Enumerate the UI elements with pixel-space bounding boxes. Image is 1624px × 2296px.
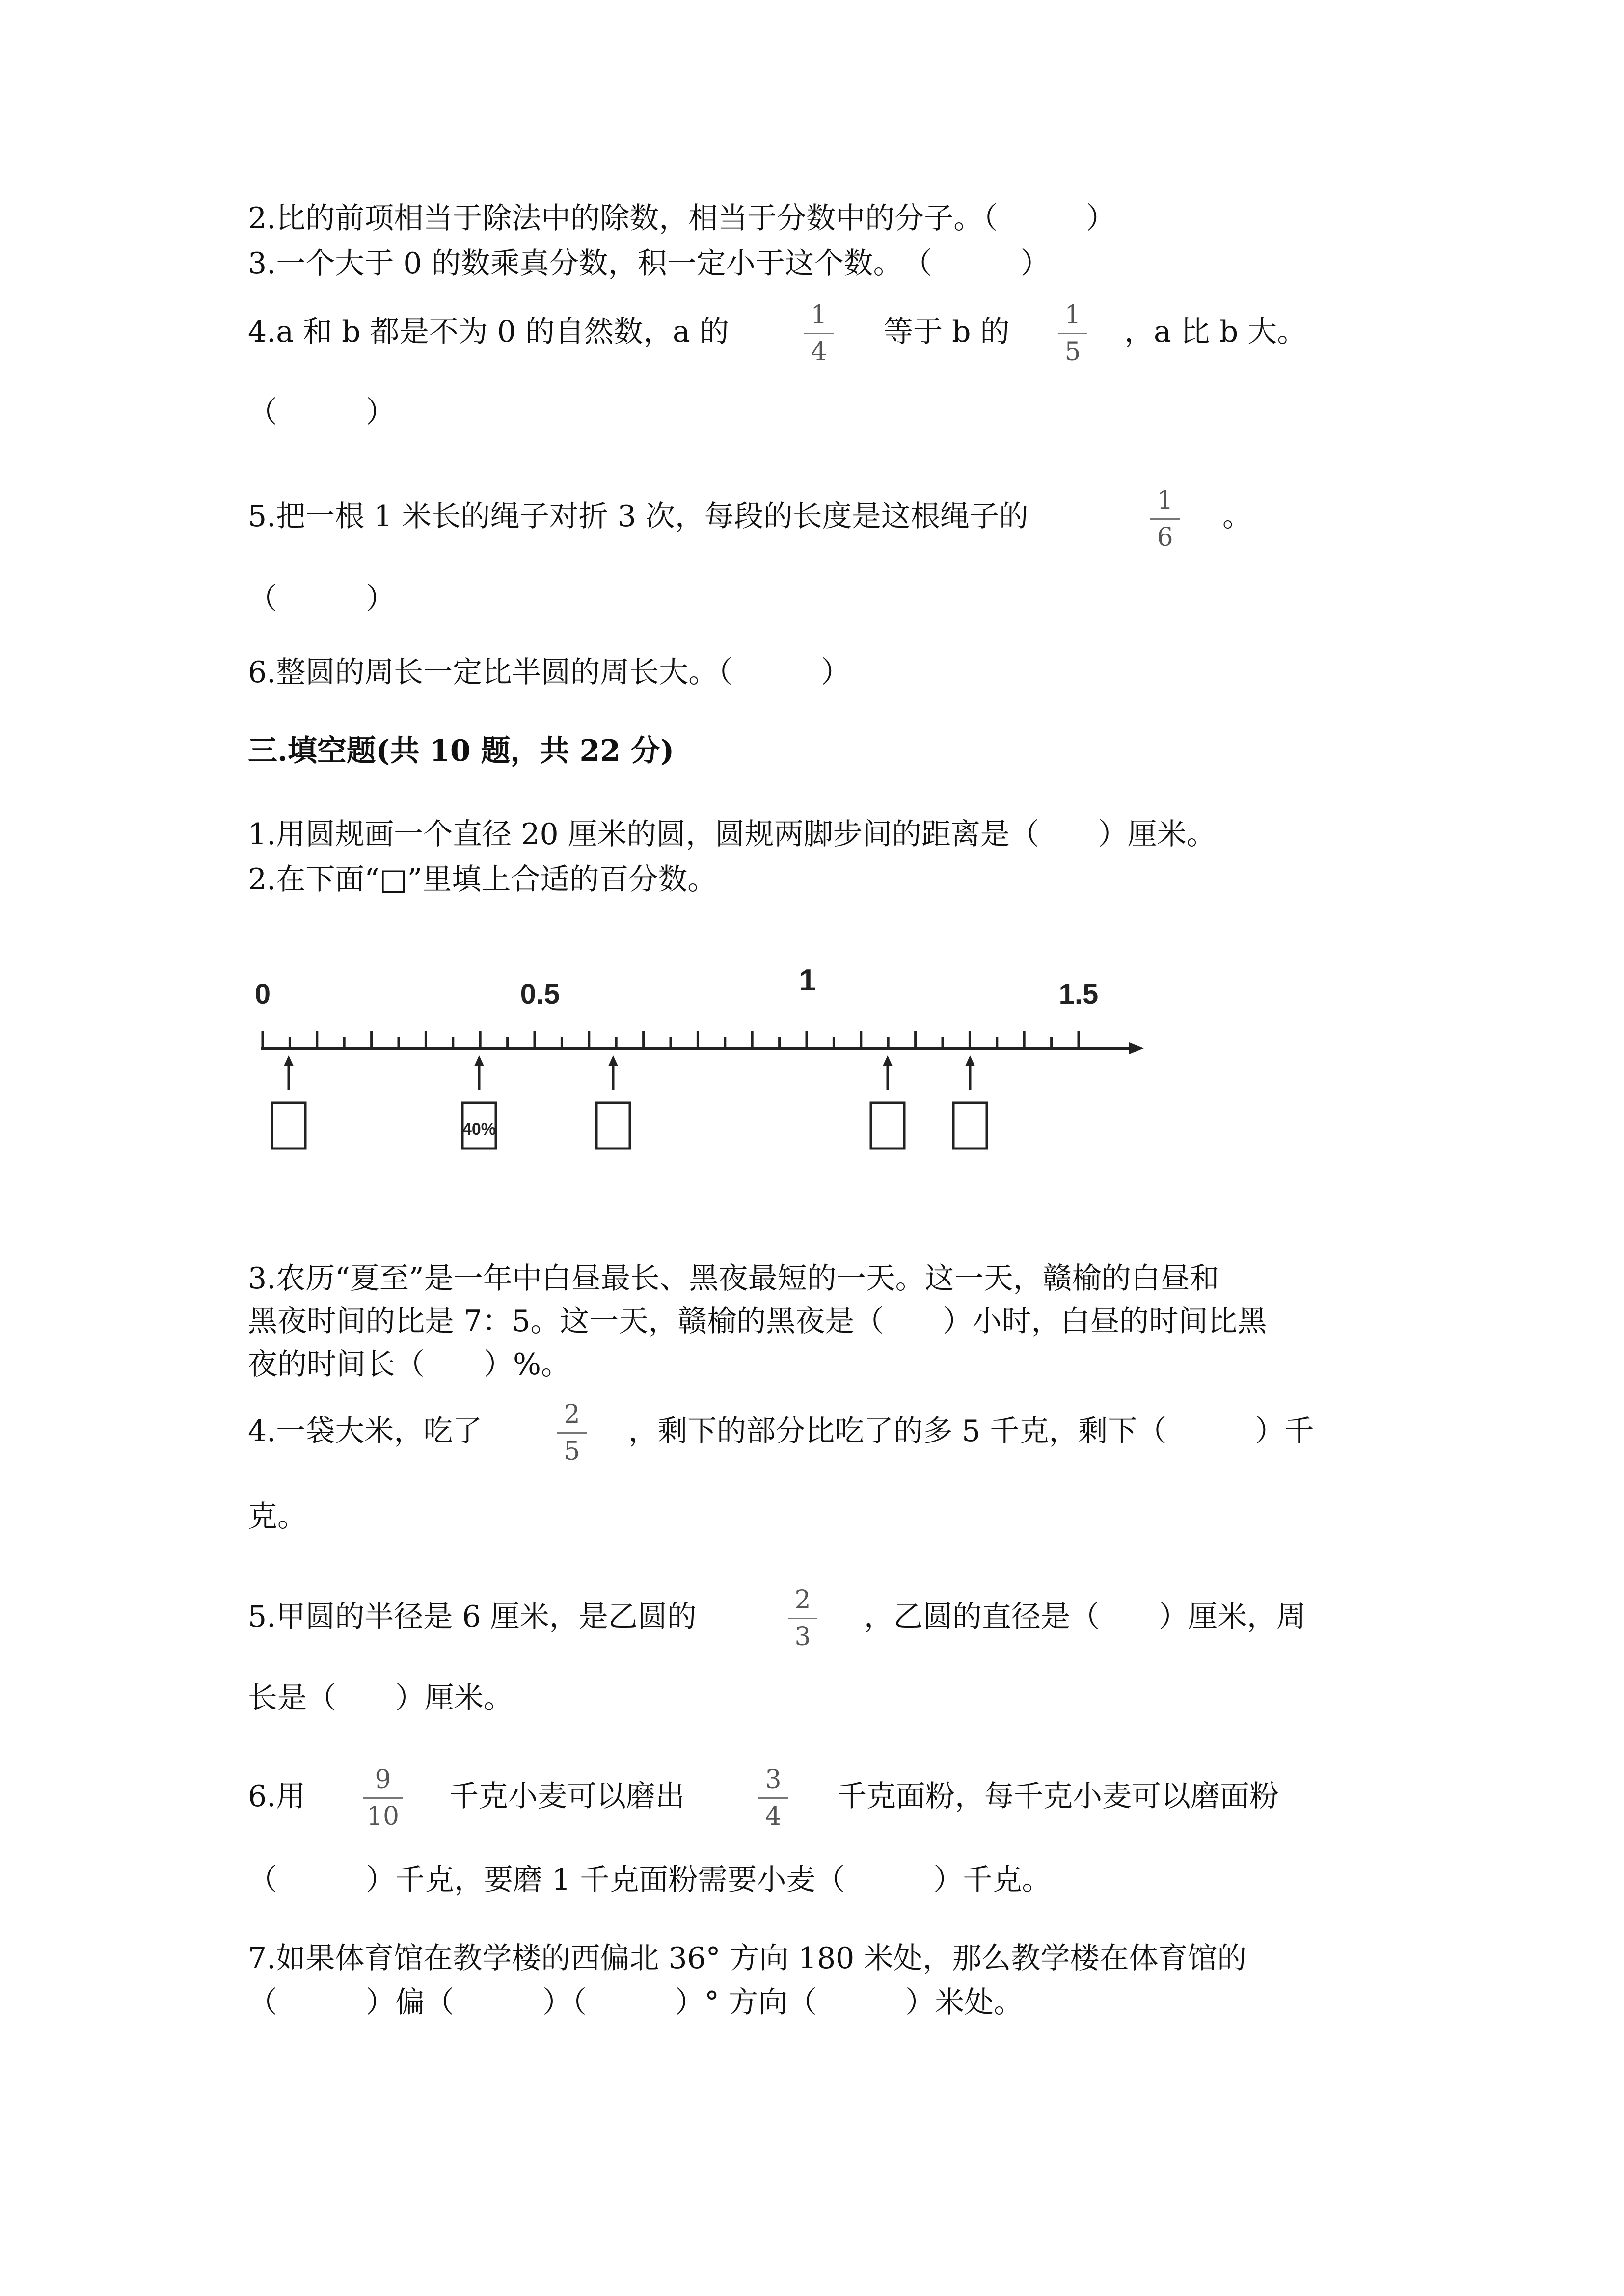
- arrow-head-3: [608, 1055, 618, 1066]
- fill-question-1: 1.用圆规画一个直径 20 厘米的圆，圆规两脚步间的距离是（ ）厘米。: [248, 817, 1216, 852]
- label-1: 1: [799, 963, 816, 997]
- label-0: 0: [254, 978, 271, 1010]
- fraction-one-sixth: 1 6: [1145, 486, 1185, 552]
- arrow-head-1: [284, 1055, 294, 1066]
- section-3-title: 三.填空题(共 10 题，共 22 分): [248, 734, 675, 768]
- answer-box-2-text: 40%: [462, 1120, 496, 1139]
- fill-question-4-part-b: ，剩下的部分比吃了的多 5 千克，剩下（ ）千: [628, 1414, 1314, 1448]
- fill-question-6-part-d: （ ）千克，要磨 1 千克面粉需要小麦（ ）千克。: [248, 1863, 1052, 1897]
- fraction-one-quarter: 1 4: [799, 300, 839, 367]
- judge-question-4-blank: （ ）: [248, 395, 395, 429]
- judge-question-4-part-a: 4.a 和 b 都是不为 0 的自然数，a 的: [248, 315, 729, 349]
- arrow-head-2: [474, 1055, 484, 1066]
- answer-box-5: [953, 1103, 987, 1148]
- fill-question-5-part-c: 长是（ ）厘米。: [248, 1681, 513, 1715]
- label-0.5: 0.5: [520, 978, 560, 1010]
- fill-question-6-part-c: 千克面粉，每千克小麦可以磨面粉: [837, 1779, 1279, 1814]
- fill-question-4-part-c: 克。: [248, 1499, 307, 1534]
- fill-question-6-part-a: 6.用: [248, 1779, 306, 1814]
- fraction-one-fifth: 1 5: [1053, 300, 1092, 367]
- fill-question-7-line-1: 7.如果体育馆在教学楼的西偏北 36° 方向 180 米处，那么教学楼在体育馆的: [248, 1941, 1247, 1976]
- label-1.5: 1.5: [1058, 978, 1099, 1010]
- judge-question-3: 3.一个大于 0 的数乘真分数，积一定小于这个数。 （ ）: [248, 246, 1050, 281]
- fill-question-7-line-2: （ ）偏（ ）（ ）° 方向（ ）米处。: [248, 1985, 1024, 2020]
- answer-box-3: [596, 1103, 630, 1148]
- fraction-two-fifths: 2 5: [552, 1400, 592, 1466]
- answer-box-1: [272, 1103, 305, 1148]
- fill-question-6-part-b: 千克小麦可以磨出: [449, 1779, 685, 1814]
- fill-question-3-line-1: 3.农历“夏至”是一年中白昼最长、黑夜最短的一天。这一天，赣榆的白昼和: [248, 1261, 1219, 1296]
- number-line-figure: [245, 962, 1149, 1173]
- fraction-two-thirds: 2 3: [783, 1585, 822, 1652]
- judge-question-5-part-b: 。: [1222, 499, 1252, 534]
- judge-question-6: 6.整圆的周长一定比半圆的周长大。（ ）: [248, 655, 851, 690]
- judge-question-2: 2.比的前项相当于除法中的除数，相当于分数中的分子。（ ）: [248, 201, 1116, 236]
- fill-question-3-line-2: 黑夜时间的比是 7：5。这一天，赣榆的黑夜是（ ）小时，白昼的时间比黑: [248, 1304, 1267, 1338]
- fill-question-5-part-b: ，乙圆的直径是（ ）厘米，周: [864, 1600, 1306, 1634]
- judge-question-4-part-c: ，a 比 b 大。: [1124, 315, 1307, 349]
- fill-question-5-part-a: 5.甲圆的半径是 6 厘米，是乙圆的: [248, 1600, 697, 1634]
- number-line-axis: [261, 1042, 1144, 1054]
- fill-question-4-part-a: 4.一袋大米，吃了: [248, 1414, 483, 1448]
- judge-question-5-part-a: 5.把一根 1 米长的绳子对折 3 次，每段的长度是这根绳子的: [248, 499, 1029, 534]
- answer-box-4: [871, 1103, 904, 1148]
- number-line-ticks: [263, 1031, 1079, 1048]
- judge-question-5-blank: （ ）: [248, 582, 395, 616]
- fraction-three-quarters: 3 4: [754, 1765, 793, 1831]
- fraction-nine-tenths: 9 10: [358, 1765, 407, 1831]
- number-line-arrows: [284, 1055, 975, 1090]
- arrow-head-5: [965, 1055, 975, 1066]
- fill-question-2: 2.在下面“□”里填上合适的百分数。: [248, 862, 717, 897]
- fill-question-3-line-3: 夜的时间长（ ）%。: [248, 1347, 571, 1382]
- judge-question-4-part-b: 等于 b 的: [884, 315, 1010, 349]
- arrow-head-4: [883, 1055, 893, 1066]
